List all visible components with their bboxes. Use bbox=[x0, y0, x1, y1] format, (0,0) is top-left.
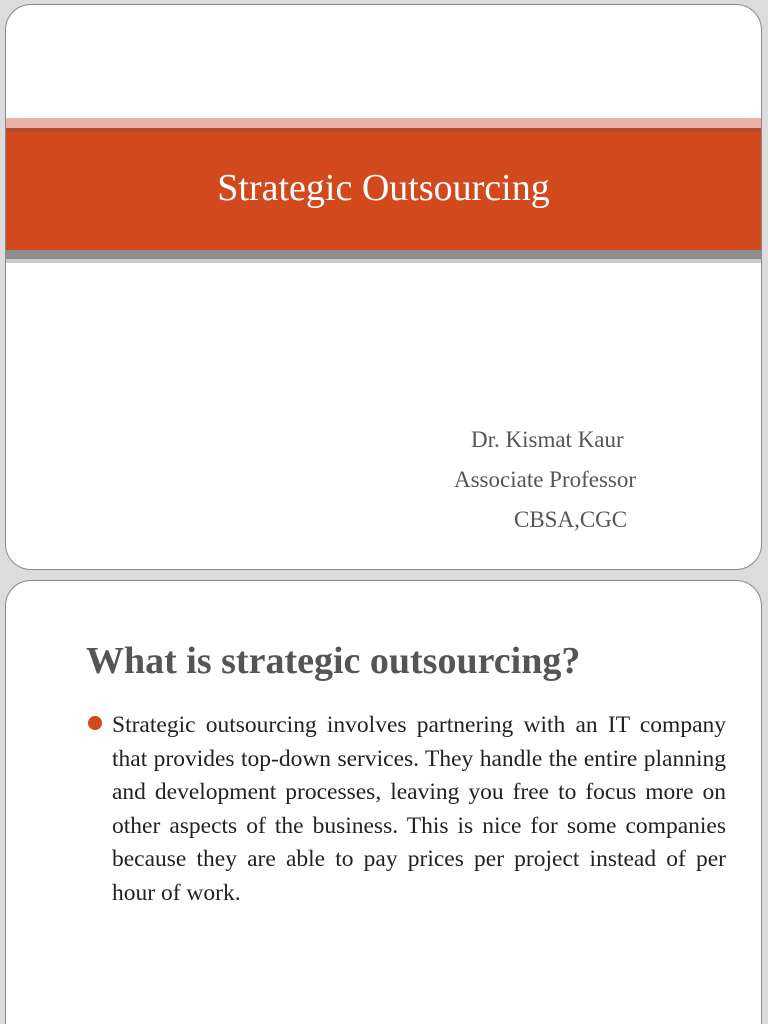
title-slide bbox=[5, 4, 762, 570]
author-institution: CBSA,CGC bbox=[514, 507, 628, 532]
content-slide bbox=[5, 580, 762, 1024]
slide-heading: What is strategic outsourcing? bbox=[86, 640, 581, 682]
bullet-item bbox=[86, 709, 726, 910]
bullet-dot-icon bbox=[88, 716, 102, 730]
title-band bbox=[6, 132, 761, 250]
title-band-bottom-shadow bbox=[6, 250, 761, 259]
title-band-top-accent bbox=[6, 118, 761, 128]
slide-title: Strategic Outsourcing bbox=[217, 167, 550, 209]
author-role: Associate Professor bbox=[454, 467, 637, 492]
bullet-text: Strategic outsourcing involves partnering with an IT company that provides top-down services. They handle the entire planning and development processes, leaving you free to focus more on other aspects of the business. This is nice for some companies because they are able to pay prices per project instead of per hour of work. bbox=[112, 712, 726, 906]
title-band-bottom-edge bbox=[6, 259, 761, 263]
author-block bbox=[446, 420, 706, 540]
author-name: Dr. Kismat Kaur bbox=[471, 427, 624, 452]
